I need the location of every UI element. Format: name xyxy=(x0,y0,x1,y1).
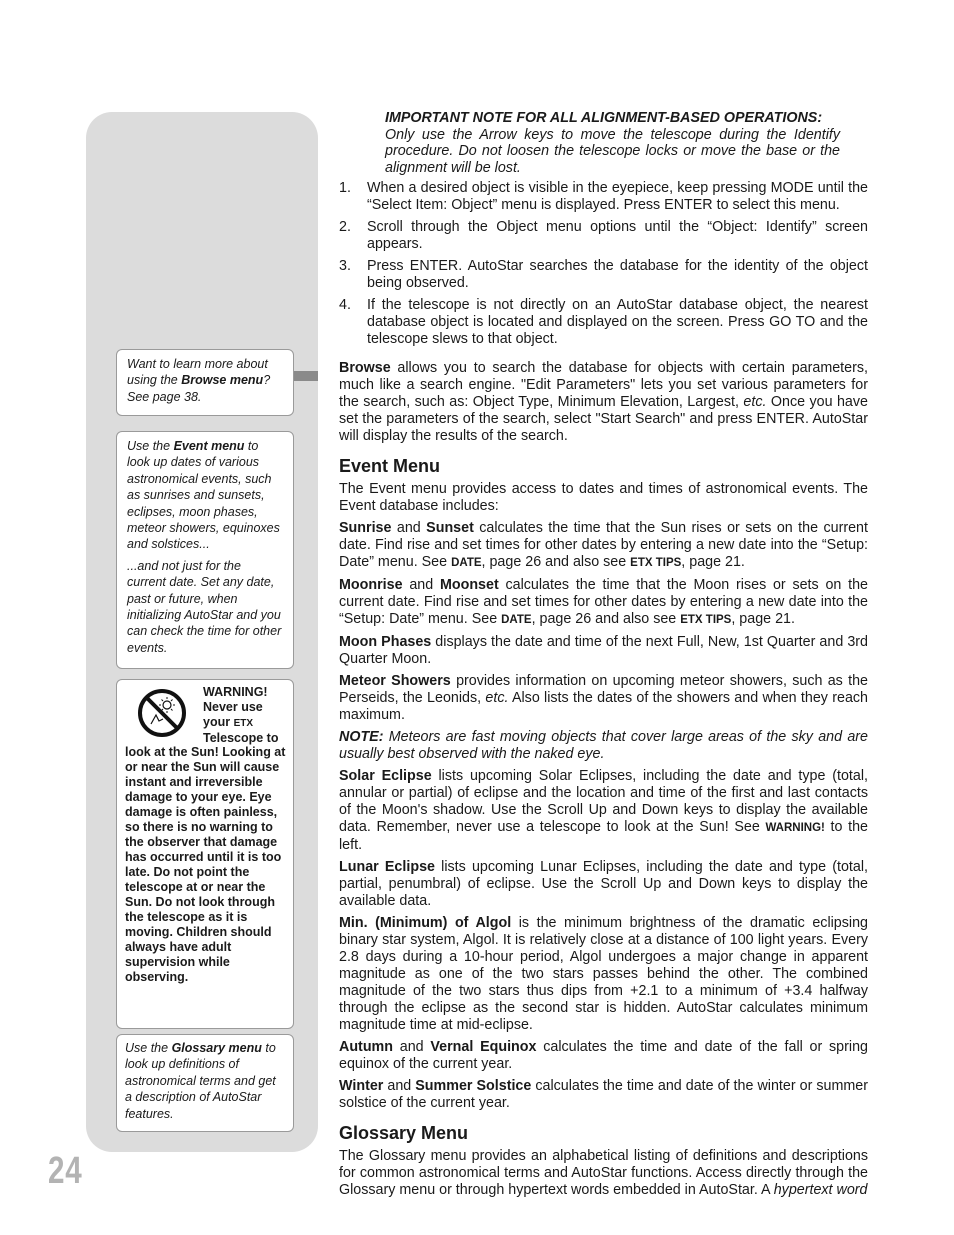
list-item: 1. When a desired object is visible in the eyepiece, keep pressing MODE until the “Select Item: Object” menu is displayed. Press ENTER to select this menu. xyxy=(339,180,868,214)
list-item: 4. If the telescope is not directly on an AutoStar database object, the nearest database object is located and displayed on the screen. Press GO TO and the telescope slews to that object. xyxy=(339,297,868,348)
important-note xyxy=(385,110,840,176)
identify-steps-list xyxy=(339,180,868,348)
moon-phases-paragraph: Moon Phases displays the date and time of the next Full, New, 1st Quarter and 3rd Quarter Moon. xyxy=(339,634,869,668)
event-intro: The Event menu provides access to dates and times of astronomical events. The Event database includes: xyxy=(339,481,868,515)
warning-text: look at the Sun! Looking at or near the Sun will cause instant and irreversible damage to your eye. Eye damage is often painless, so there is no warning to the observer that damage has occurred until it is too late. Do not point the telescope at or near the Sun. Do not look through the telescope as it is moving. Children should always have adult supervision while observing. xyxy=(125,745,286,984)
page-number: 24 xyxy=(48,1150,83,1192)
glossary-menu-heading: Glossary Menu xyxy=(339,1123,469,1144)
main-content xyxy=(339,110,868,1204)
event-tip-text: Use the Event menu to look up dates of various astronomical events, such as sunrises and sunsets, eclipses, moon phases, meteor showers, equinoxes and solstices... xyxy=(127,439,280,552)
list-item: 2. Scroll through the Object menu options until the “Object: Identify” screen appears. xyxy=(339,219,868,253)
solar-eclipse-paragraph: Solar Eclipse lists upcoming Solar Eclipses, including the date and type (total, annular or partial) of eclipse and the location and time of the first and last contacts of the Moon's shadow. Use the Scroll Up and Down keys to display the available data. Remember, never use a telescope to look at the Sun! See WARNING! to the left. xyxy=(339,768,869,854)
sun-warning-box xyxy=(116,679,294,1029)
important-note-heading: IMPORTANT NOTE FOR ALL ALIGNMENT-BASED OPERATIONS: xyxy=(385,110,823,126)
warning-heading: WARNING! Never use your ETX Telescope to xyxy=(203,685,279,745)
important-note-text: Only use the Arrow keys to move the telescope during the Identify procedure. Do not loosen the telescope locks or move the base or the alignment will be lost. xyxy=(385,126,840,176)
list-item: 3. Press ENTER. AutoStar searches the database for the identity of the object being observed. xyxy=(339,258,868,292)
event-tip-text-2: ...and not just for the current date. Set any date, past or future, when initializing AutoStar and you can check the time for other events. xyxy=(127,558,282,655)
browse-tip-box xyxy=(116,349,294,416)
event-tip-box xyxy=(116,431,294,669)
glossary-paragraph: The Glossary menu provides an alphabetical listing of definitions and descriptions for common astronomical terms and AutoStar functions. Access directly through the Glossary menu or through hypertext words embedded in AutoStar. A hypertext word xyxy=(339,1148,868,1199)
lunar-eclipse-paragraph: Lunar Eclipse lists upcoming Lunar Eclipses, including the date and type (total, partial, penumbral) of eclipse. Use the Scroll Up and Down keys to display the available data. xyxy=(339,859,868,910)
sidebar-tab-marker xyxy=(294,371,318,381)
glossary-tip-text: Use the Glossary menu to look up definitions of astronomical terms and get a description of AutoStar features. xyxy=(125,1041,276,1121)
browse-tip-text: Want to learn more about using the Browse menu? See page 38. xyxy=(127,357,271,404)
event-menu-heading: Event Menu xyxy=(339,456,441,477)
no-sun-viewing-icon xyxy=(137,688,187,738)
sunrise-paragraph: Sunrise and Sunset calculates the time that the Sun rises or sets on the current date. Find rise and set times for other dates by entering a new date into the “Setup: Date” menu. See DATE, page 26 and also see ETX TIPS, page 21. xyxy=(339,520,868,571)
equinox-paragraph: Autumn and Vernal Equinox calculates the time and date of the fall or spring equinox of the current year. xyxy=(339,1039,868,1073)
moonrise-paragraph: Moonrise and Moonset calculates the time that the Moon rises or sets on the current date. Find rise and set times for other dates by entering a new date into the “Setup: Date” menu. See DATE, page 26 and also see ETX TIPS, page 21. xyxy=(339,577,868,628)
meteor-showers-paragraph: Meteor Showers provides information on upcoming meteor showers, such as the Perseids, the Leonids, etc. Also lists the dates of the showers and when they reach maximum. xyxy=(339,673,868,724)
meteor-note: NOTE: Meteors are fast moving objects that cover large areas of the sky and are usually best observed with the naked eye. xyxy=(339,729,868,763)
algol-paragraph: Min. (Minimum) of Algol is the minimum brightness of the dramatic eclipsing binary star system, Algol. It is relatively close at a distance of 100 light years. Every 2.8 days during a 10-hour period, Algol undergoes a major change in apparent magnitude as one of the two stars passes behind the other. The combined magnitude of the two stars thus dips from +2.1 to a minimum of +3.4 halfway through the eclipse as the second star is hidden. AutoStar calculates minimum magnitude time at mid-eclipse. xyxy=(339,915,868,1034)
glossary-tip-box xyxy=(116,1034,294,1132)
browse-paragraph: Browse allows you to search the database for objects with certain parameters, much like a search engine. "Edit Parameters" lets you set various parameters for the search, such as: Object Type, Minimum Elevation, Largest, etc. Once you have set the parameters of the search, select "Start Search" and press ENTER. AutoStar will display the results of the search. xyxy=(339,360,868,445)
solstice-paragraph: Winter and Summer Solstice calculates the time and date of the winter or summer solstice of the current year. xyxy=(339,1078,868,1112)
